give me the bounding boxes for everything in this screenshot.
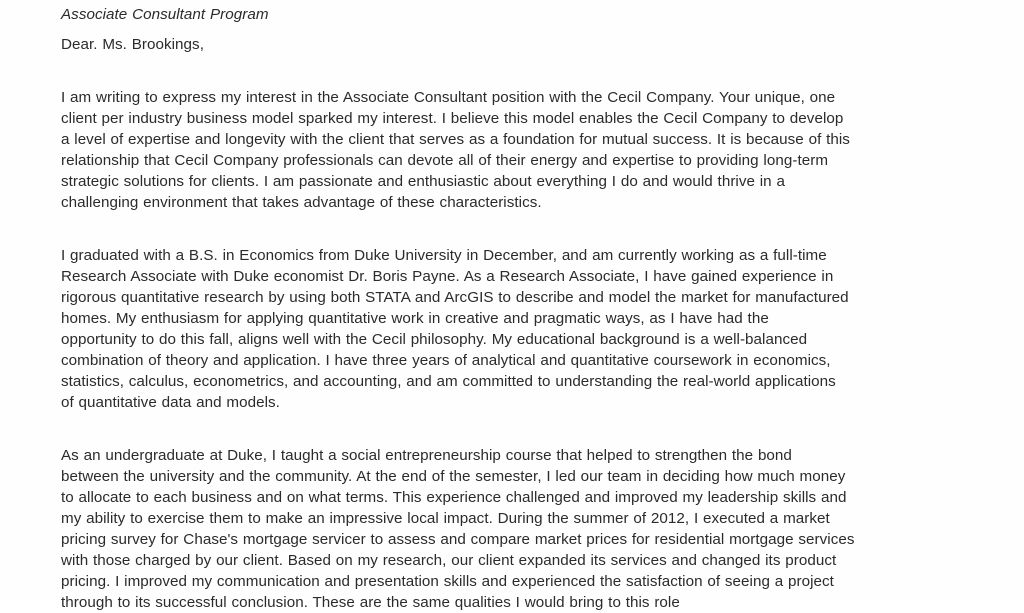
salutation: Dear. Ms. Brookings, <box>61 36 204 53</box>
paragraph-3 <box>61 445 1021 613</box>
cover-letter <box>61 4 1021 613</box>
paragraph-line: client per industry business model sparked my interest. I believe this model enables the Cecil Company to develop <box>61 110 844 127</box>
paragraph-line: Research Associate with Duke economist Dr. Boris Payne. As a Research Associate, I have gained experience in <box>61 268 834 285</box>
paragraph-1 <box>61 87 1021 213</box>
paragraph-line: my ability to exercise them to make an impressive local impact. During the summer of 2012, I executed a market <box>61 510 830 527</box>
paragraph-line: opportunity to do this fall, aligns well with the Cecil philosophy. My educational background is a well-balanced <box>61 331 808 348</box>
program-title: Associate Consultant Program <box>61 6 269 23</box>
paragraph-line: to allocate to each business and on what terms. This experience challenged and improved my leadership skills and <box>61 489 847 506</box>
paragraph-line: rigorous quantitative research by using both STATA and ArcGIS to describe and model the market for manufactured <box>61 289 849 306</box>
paragraph-line: I graduated with a B.S. in Economics from Duke University in December, and am currently working as a full-time <box>61 247 827 264</box>
paragraph-line: challenging environment that takes advantage of these characteristics. <box>61 194 542 211</box>
paragraph-line: As an undergraduate at Duke, I taught a social entrepreneurship course that helped to strengthen the bond <box>61 447 792 464</box>
paragraph-line: with those charged by our client. Based on my research, our client expanded its services and changed its product <box>61 552 837 569</box>
paragraph-line: statistics, calculus, econometrics, and accounting, and am committed to understanding the real-world applications <box>61 373 836 390</box>
paragraph-line: a level of expertise and longevity with the client that serves as a foundation for mutual success. It is because of this <box>61 131 850 148</box>
paragraph-line: combination of theory and application. I have three years of analytical and quantitative coursework in economics, <box>61 352 831 369</box>
paragraph-line: I am writing to express my interest in the Associate Consultant position with the Cecil Company. Your unique, one <box>61 89 836 106</box>
paragraph-line: through to its successful conclusion. These are the same qualities I would bring to this role <box>61 594 680 611</box>
paragraph-line: homes. My enthusiasm for applying quantitative work in creative and pragmatic ways, as I have had the <box>61 310 769 327</box>
paragraph-line: pricing survey for Chase's mortgage servicer to assess and compare market prices for residential mortgage services <box>61 531 855 548</box>
paragraph-line: pricing. I improved my communication and presentation skills and experienced the satisfaction of seeing a project <box>61 573 834 590</box>
paragraph-line: strategic solutions for clients. I am passionate and enthusiastic about everything I do and would thrive in a <box>61 173 785 190</box>
paragraph-line: relationship that Cecil Company professionals can devote all of their energy and expertise to providing long-term <box>61 152 829 169</box>
paragraph-2 <box>61 245 1021 413</box>
paragraph-line: between the university and the community. At the end of the semester, I led our team in deciding how much money <box>61 468 846 485</box>
paragraph-line: of quantitative data and models. <box>61 394 280 411</box>
